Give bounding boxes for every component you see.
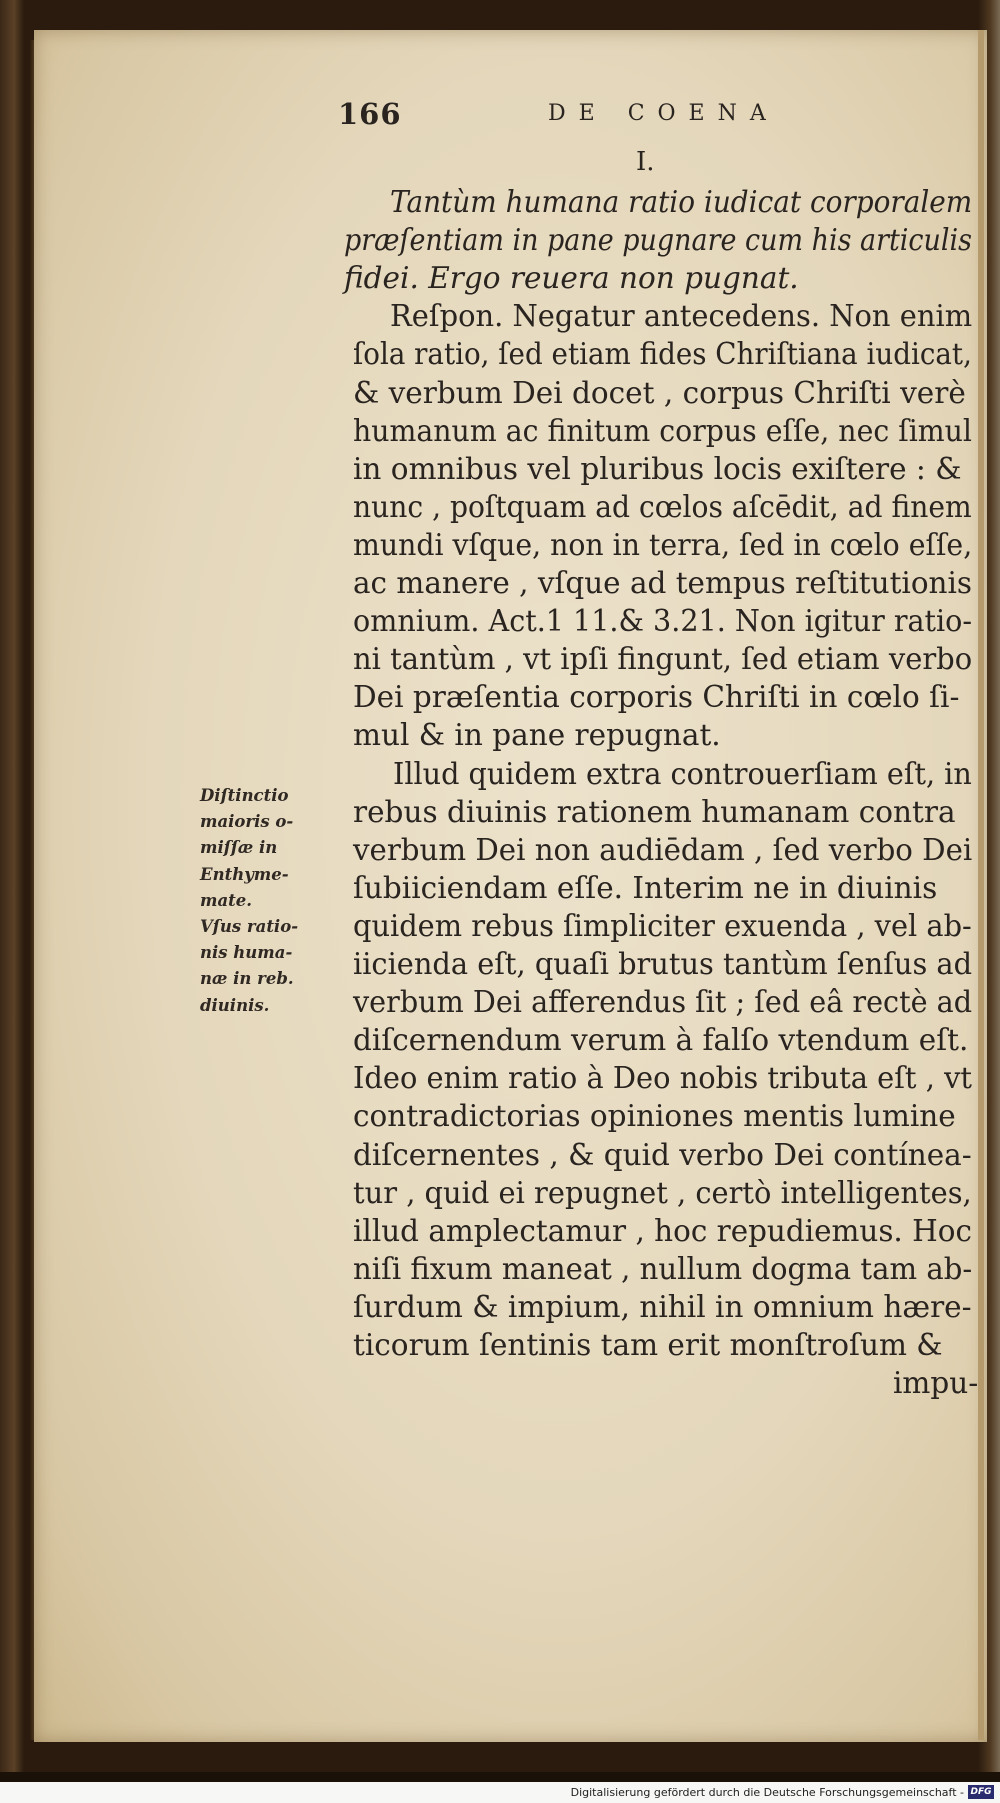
text-line: diſcernentes , & quid verbo Dei contínea- bbox=[353, 1137, 972, 1172]
text-line: illud amplectamur , hoc repudiemus. Hoc bbox=[353, 1213, 972, 1248]
text-line: iicienda eſt, quaſi brutus tantùm ſenſus ad bbox=[353, 947, 973, 981]
text-line: mul & in pane repugnat. bbox=[353, 718, 721, 753]
text-line: præſentiam in pane pugnare cum his articulis bbox=[344, 223, 972, 258]
text-line: ſola ratio, ſed etiam fides Chriſtiana iudicat, bbox=[353, 337, 972, 372]
text-line: Illud quidem extra controuerſiam eſt, in bbox=[393, 756, 972, 791]
text-line: quidem rebus ſimpliciter exuenda , vel ab- bbox=[353, 908, 972, 943]
text-line: omnium. Act.1 11.& 3.21. Non igitur ratio- bbox=[353, 604, 973, 639]
dfg-logo: DFG bbox=[968, 1785, 994, 1799]
text-line: verbum Dei afferendus ſit ; ſed eâ rectè ad bbox=[353, 985, 973, 1020]
text-line: ac manere , vſque ad tempus reſtitutionis bbox=[353, 566, 973, 600]
margin-note-line: Diſtinctio bbox=[200, 786, 289, 805]
margin-note-line: mate. bbox=[200, 890, 253, 910]
text-line: Ideo enim ratio à Deo nobis tributa eſt , vt bbox=[353, 1061, 973, 1096]
text-line: humanum ac finitum corpus eſſe, nec ſimul bbox=[353, 413, 973, 448]
margin-note-line: miſſæ in bbox=[200, 838, 278, 858]
text-line: impu- bbox=[893, 1366, 979, 1401]
text-line: diſcernendum verum à falſo vtendum eſt. bbox=[353, 1023, 969, 1058]
margin-note-line: næ in reb. bbox=[200, 969, 294, 989]
margin-note-line: maioris o- bbox=[200, 812, 294, 832]
bottom-edge bbox=[0, 1772, 1000, 1782]
text-line: & verbum Dei docet , corpus Chriſti verè bbox=[353, 375, 966, 410]
footer-credit: Digitalisierung gefördert durch die Deutsche Forschungsgemeinschaft - bbox=[570, 1786, 964, 1799]
section-number: I. bbox=[636, 147, 655, 177]
text-line: ſubiiciendam eſſe. Interim ne in diuinis bbox=[353, 870, 938, 905]
text-line: Reſpon. Negatur antecedens. Non enim bbox=[390, 299, 973, 334]
text-line: fidei. Ergo reuera non pugnat. bbox=[344, 261, 799, 296]
text-line: Dei præſentia corporis Chriſti in cœlo ſi- bbox=[353, 680, 960, 715]
text-line: mundi vſque, non in terra, ſed in cœlo eſſe, bbox=[353, 527, 973, 562]
text-line: Tantùm humana ratio iudicat corporalem bbox=[390, 185, 973, 219]
text-line: ni tantùm , vt ipſi fingunt, ſed etiam verbo bbox=[353, 642, 973, 677]
margin-note bbox=[200, 783, 360, 1019]
page-number: 166 bbox=[338, 97, 402, 131]
margin-note-line: Enthyme- bbox=[200, 864, 289, 884]
margin-note-line: Vſus ratio- bbox=[200, 917, 299, 937]
text-line: ſurdum & impium, nihil in omnium hære- bbox=[353, 1289, 972, 1324]
text-line: rebus diuinis rationem humanam contra bbox=[353, 794, 956, 829]
text-line: in omnibus vel pluribus locis exiſtere : & bbox=[353, 451, 962, 486]
running-head: DE COENA bbox=[548, 101, 779, 126]
text-line: contradictorias opiniones mentis lumine bbox=[353, 1099, 956, 1134]
text-line: verbum Dei non audiēdam , ſed verbo Dei bbox=[353, 832, 973, 867]
text-line: niſi fixum maneat , nullum dogma tam ab- bbox=[353, 1251, 973, 1286]
margin-note-line: nis huma- bbox=[200, 943, 293, 963]
footer-bar bbox=[0, 1782, 1000, 1803]
text-line: nunc , poſtquam ad cœlos aſcēdit, ad finem bbox=[353, 489, 972, 524]
text-line: ticorum ſentinis tam erit monſtroſum & bbox=[353, 1328, 943, 1362]
text-line: tur , quid ei repugnet , certò intelligentes, bbox=[353, 1175, 972, 1210]
margin-note-line: diuinis. bbox=[200, 995, 270, 1015]
